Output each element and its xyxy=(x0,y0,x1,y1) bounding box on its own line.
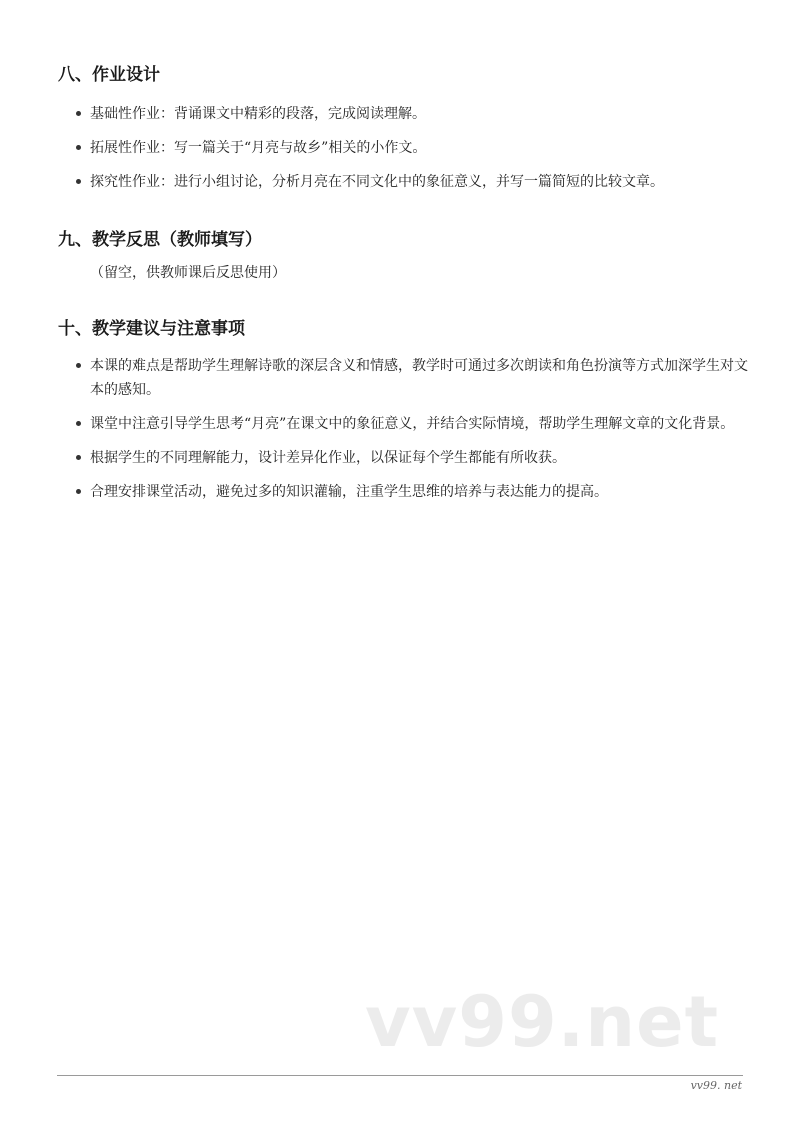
bullet-icon xyxy=(76,179,81,184)
list-item xyxy=(58,354,748,402)
homework-list xyxy=(58,102,748,194)
list-item xyxy=(58,136,748,160)
list-item xyxy=(58,446,748,470)
section-title: 八、作业设计 xyxy=(58,65,160,85)
footer-divider xyxy=(57,1075,743,1076)
bullet-icon xyxy=(76,489,81,494)
list-item-text: 探究性作业：进行小组讨论，分析月亮在不同文化中的象征意义，并写一篇简短的比较文章。 xyxy=(90,174,664,190)
list-item xyxy=(58,102,748,126)
watermark: vv99.net xyxy=(365,981,720,1063)
bullet-icon xyxy=(76,363,81,368)
bullet-icon xyxy=(76,145,81,150)
section-homework-design xyxy=(58,64,748,204)
bullet-icon xyxy=(76,421,81,426)
footer-site-label: vv99. net xyxy=(690,1079,742,1092)
section-title: 九、教学反思（教师填写） xyxy=(58,230,262,250)
list-item-text: 合理安排课堂活动，避免过多的知识灌输，注重学生思维的培养与表达能力的提高。 xyxy=(90,484,608,500)
list-item-text: 本课的难点是帮助学生理解诗歌的深层含义和情感，教学时可通过多次朗读和角色扮演等方式加深学生对文本的感知。 xyxy=(90,358,748,398)
bullet-icon xyxy=(76,455,81,460)
list-item-text: 根据学生的不同理解能力，设计差异化作业，以保证每个学生都能有所收获。 xyxy=(90,450,566,466)
bullet-icon xyxy=(76,111,81,116)
list-item xyxy=(58,412,748,436)
reflection-note: （留空，供教师课后反思使用） xyxy=(90,265,286,281)
list-item xyxy=(58,480,748,504)
suggestions-list xyxy=(58,354,748,504)
list-item-text: 课堂中注意引导学生思考“月亮”在课文中的象征意义，并结合实际情境，帮助学生理解文章的文化背景。 xyxy=(90,416,735,432)
section-teaching-suggestions xyxy=(58,318,748,514)
list-item-text: 基础性作业：背诵课文中精彩的段落，完成阅读理解。 xyxy=(90,106,426,122)
list-item xyxy=(58,170,748,194)
section-teaching-reflection xyxy=(58,229,748,283)
section-title: 十、教学建议与注意事项 xyxy=(58,319,245,339)
list-item-text: 拓展性作业：写一篇关于“月亮与故乡”相关的小作文。 xyxy=(90,140,427,156)
